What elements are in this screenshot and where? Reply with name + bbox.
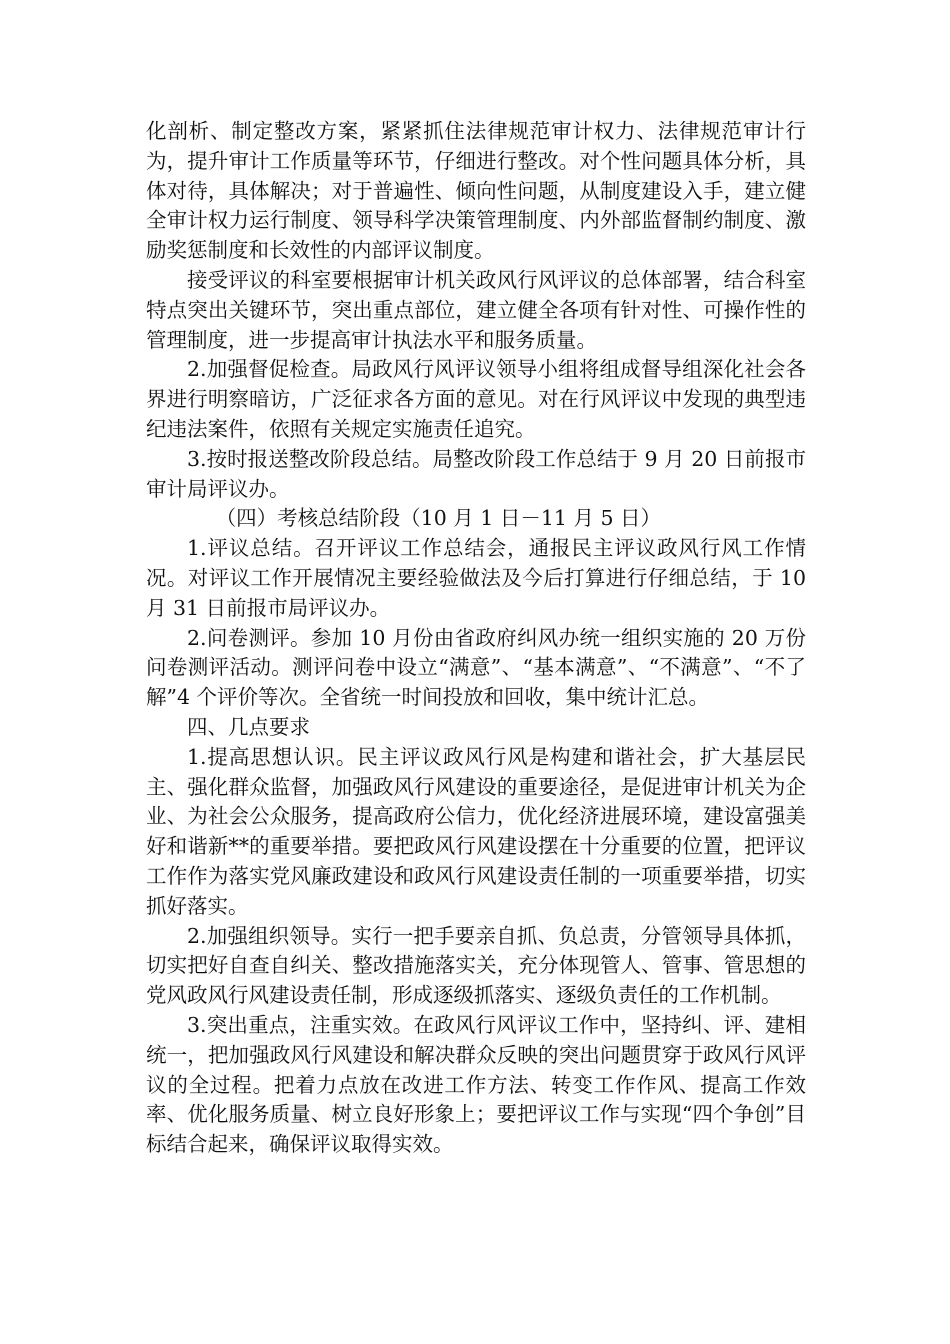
section-heading-requirements: 四、几点要求 [187, 714, 310, 739]
paragraph-questionnaire-evaluation: 2.问卷测评。参加 10 月份由省政府纠风办统一组织实施的 20 万份问卷测评活动。测评问卷中设立“满意”、“基本满意”、“不满意”、“不了解”4 个评价等次。全省统一时间投放和回收，集中统计汇总。 [146, 625, 806, 710]
paragraph-strengthen-leadership: 2.加强组织领导。实行一把手要亲自抓、负总责，分管领导具体抓，切实把好自查自纠关、整改措施落实关，充分体现管人、管事、管思想的党风政风行风建设责任制，形成逐级抓落实、逐级负责任的工作机制。 [146, 923, 806, 1008]
paragraph-rectification-continued: 化剖析、制定整改方案，紧紧抓住法律规范审计权力、法律规范审计行为，提升审计工作质量等环节，仔细进行整改。对个性问题具体分析，具体对待，具体解决；对于普遍性、倾向性问题，从制度建设入手，建立健全审计权力运行制度、领导科学决策管理制度、内外部监督制约制度、激励奖惩制度和长效性的内部评议制度。 [146, 119, 806, 263]
paragraph-supervision-inspection: 2.加强督促检查。局政风行风评议领导小组将组成督导组深化社会各界进行明察暗访，广泛征求各方面的意见。对在行风评议中发现的典型违纪违法案件，依照有关规定实施责任追究。 [146, 357, 806, 441]
section-heading-assessment-stage: （四）考核总结阶段（10 月 1 日－11 月 5 日） [215, 506, 662, 531]
paragraph-departments-reviewed: 接受评议的科室要根据审计机关政风行风评议的总体部署，结合科室特点突出关键环节，突出重点部位，建立健全各项有针对性、可操作性的管理制度，进一步提高审计执法水平和服务质量。 [146, 267, 806, 352]
paragraph-focus-effectiveness: 3.突出重点，注重实效。在政风行风评议工作中，坚持纠、评、建相统一，把加强政风行风建设和解决群众反映的突出问题贯穿于政风行风评议的全过程。把着力点放在改进工作方法、转变工作作风、提高工作效率、优化服务质量、树立良好形象上；要把评议工作与实现“四个争创”目标结合起来，确保评议取得实效。 [146, 1012, 806, 1157]
paragraph-submit-stage-summary: 3.按时报送整改阶段总结。局整改阶段工作总结于 9 月 20 日前报市审计局评议办。 [146, 446, 806, 501]
paragraph-review-summary: 1.评议总结。召开评议工作总结会，通报民主评议政风行风工作情况。对评议工作开展情况主要经验做法及今后打算进行仔细总结，于 10 月 31 日前报市局评议办。 [146, 536, 806, 620]
document-body [146, 117, 806, 1160]
paragraph-raise-awareness: 1.提高思想认识。民主评议政风行风是构建和谐社会，扩大基层民主、强化群众监督，加强政风行风建设的重要途径，是促进审计机关为企业、为社会公众服务，提高政府公信力，优化经济进展环境，建设富强美好和谐新**的重要举措。要把政风行风建设摆在十分重要的位置，把评议工作作为落实党风廉政建设和政风行风建设责任制的一项重要举措，切实抓好落实。 [146, 744, 806, 918]
